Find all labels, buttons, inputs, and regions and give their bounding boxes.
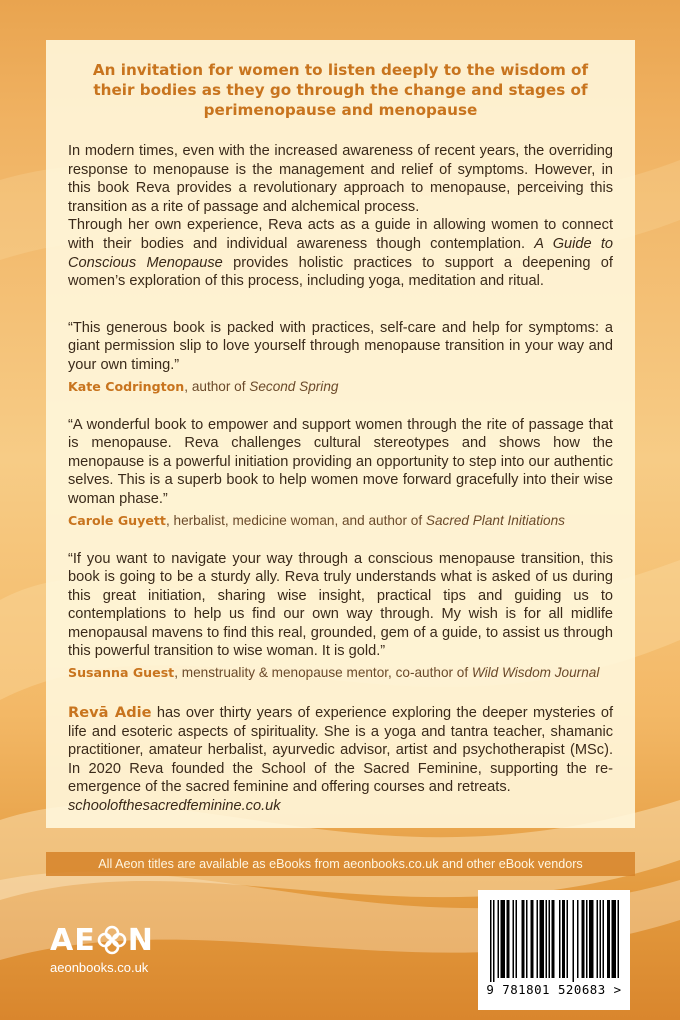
- barcode-bar: [490, 900, 492, 982]
- barcode-bar: [537, 900, 539, 978]
- barcode-bar: [501, 900, 506, 978]
- barcode-bar: [493, 900, 495, 982]
- barcode-bar: [603, 900, 605, 978]
- endorser-work: Wild Wisdom Journal: [471, 665, 600, 681]
- barcode-bar: [522, 900, 525, 978]
- logo-letters-right: N: [127, 922, 154, 958]
- barcode-bar: [612, 900, 617, 978]
- barcode-bar: [498, 900, 500, 978]
- barcode-bar: [526, 900, 528, 978]
- barcode-bar: [546, 900, 548, 978]
- publisher-wordmark: [50, 922, 160, 958]
- barcode-bar: [559, 900, 561, 978]
- endorsement-1: [68, 319, 613, 396]
- barcode-bar: [549, 900, 551, 978]
- endorsement-text: “A wonderful book to empower and support women through the rite of passage that is menopause. Reva challenges cultural stereotypes and shows how the menopause is a powerful initiation providing an opportunity to step into our authentic selves. This is a superb book to help women move forward gracefully into their wise woman phase.”: [68, 416, 613, 507]
- barcode-bar: [618, 900, 620, 978]
- endorser-name: Kate Codrington: [68, 378, 185, 394]
- publisher-logo: [50, 922, 160, 975]
- isbn-barcode: [478, 890, 630, 1010]
- ebook-availability-strip: All Aeon titles are available as eBooks from aeonbooks.co.uk and other eBook vendors: [46, 852, 635, 876]
- isbn-number: 9 781801 520683 >: [486, 982, 622, 997]
- endorsement-2: [68, 416, 613, 530]
- endorser-role: , herbalist, medicine woman, and author of: [165, 512, 426, 528]
- description-p2-end: provides holistic practices to support a deepening of women’s exploration of this process, including yoga, meditation and ritual.: [68, 254, 613, 290]
- publisher-website: aeonbooks.co.uk: [50, 960, 149, 975]
- author-bio: [68, 704, 613, 816]
- barcode-bar: [607, 900, 610, 978]
- author-website: schoolofthesacredfeminine.co.uk: [68, 798, 281, 815]
- author-bio-text: [68, 704, 613, 797]
- endorser-role: , author of: [184, 378, 250, 394]
- barcode-bar: [573, 900, 575, 982]
- barcode-bar: [589, 900, 594, 978]
- author-name: Revā Adie: [68, 704, 152, 722]
- endorser-work: Sacred Plant Initiations: [425, 512, 565, 528]
- headline: An invitation for women to listen deeply to the wisdom of their bodies as they go through the change and stages of perimenopause and menopause: [92, 61, 589, 119]
- endorsement-attribution: [68, 664, 613, 682]
- flower-icon: [97, 925, 127, 955]
- barcode-bar: [577, 900, 579, 978]
- barcode-bar: [540, 900, 545, 978]
- barcode-bar: [507, 900, 510, 978]
- endorsement-text: “If you want to navigate your way through a conscious menopause transition, this book is going to be a sturdy ally. Reva truly understands what is asked of us during this great initiation, sharing wise insight, practical tips and guiding us to contemplations to help us find our own way through. My wish is for all midlife menopausal mavens to find this real, grounded, gem of a guide, to assist us through this powerful transition to wise woman. It is gold.”: [68, 550, 613, 660]
- logo-letters-left: AE: [50, 922, 96, 958]
- barcode-bar: [552, 900, 555, 978]
- barcode-bar: [513, 900, 515, 978]
- description-paragraph-2: [68, 216, 613, 290]
- barcode-bar: [600, 900, 602, 978]
- barcode-bar: [562, 900, 565, 978]
- barcode-bar: [531, 900, 534, 978]
- endorser-work: Second Spring: [249, 378, 339, 394]
- barcode-bar: [586, 900, 588, 978]
- endorser-name: Carole Guyett: [68, 512, 166, 528]
- description-p2-start: Through her own experience, Reva acts as a guide in allowing women to connect with their bodies and individual awareness though contemplation.: [68, 217, 613, 252]
- endorser-role: , menstruality & menopause mentor, co-author of: [174, 665, 472, 681]
- back-cover-text-panel: [46, 40, 635, 828]
- book-title-inline: A Guide to Conscious Menopause: [68, 235, 614, 271]
- endorsement-3: [68, 550, 613, 683]
- endorsement-attribution: [68, 512, 613, 530]
- barcode-bars: [488, 900, 620, 982]
- author-bio-body: has over thirty years of experience exploring the deeper mysteries of life and esoteric aspects of spirituality. She is a yoga and tantra teacher, shamanic practitioner, amateur herbalist, ayurvedic advisor, artist and psychotherapist (MSc). In 2020 Reva founded the School of the Sacred Feminine, supporting the re-emergence of the sacred feminine and offering courses and retreats.: [68, 705, 613, 796]
- endorsement-text: “This generous book is packed with practices, self-care and help for symptoms: a giant permission slip to love yourself through menopause transition in your way and your own timing.”: [68, 319, 613, 373]
- barcode-bar: [582, 900, 585, 978]
- barcode-bar: [516, 900, 518, 978]
- barcode-bar: [567, 900, 569, 978]
- barcode-bar: [597, 900, 599, 978]
- endorsement-attribution: [68, 378, 613, 396]
- description-paragraph-1: In modern times, even with the increased awareness of recent years, the overriding response to menopause is the management and relief of symptoms. However, in this book Reva provides a revolutionary approach to menopause, perceiving this transition as a rite of passage and alchemical process.: [68, 143, 613, 215]
- endorser-name: Susanna Guest: [68, 665, 175, 681]
